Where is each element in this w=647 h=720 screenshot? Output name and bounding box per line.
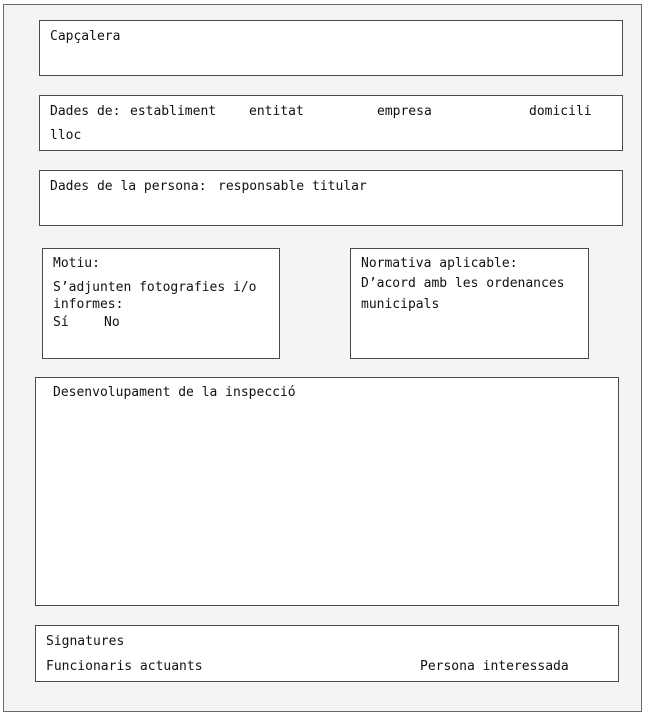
interested-signature-label: Persona interessada [420, 659, 569, 674]
motiu-label: Motiu: [53, 256, 100, 271]
option-no[interactable]: No [104, 315, 120, 330]
normativa-label: Normativa aplicable: [361, 256, 518, 271]
normativa-text: D’acord amb les ordenances municipals [361, 276, 565, 312]
option-empresa[interactable]: empresa [377, 104, 432, 119]
header-box [39, 20, 623, 76]
desenvolupament-label: Desenvolupament de la inspecció [53, 385, 296, 400]
option-yes[interactable]: Sí [53, 315, 69, 330]
option-responsable[interactable]: responsable [218, 179, 305, 194]
option-titular[interactable]: titular [312, 179, 367, 194]
signatures-label: Signatures [46, 634, 125, 649]
attachments-text: S’adjunten fotografies i/o informes: [53, 280, 257, 312]
signatures-box [35, 625, 619, 682]
officials-signature-label: Funcionaris actuants [46, 659, 203, 674]
desenvolupament-box[interactable] [35, 377, 619, 606]
dades-de-box [39, 95, 623, 151]
normativa-box [350, 248, 589, 359]
motiu-box [42, 248, 280, 359]
persona-label: Dades de la persona: [50, 179, 207, 194]
option-establiment[interactable]: establiment [130, 104, 217, 119]
option-domicili[interactable]: domicili [529, 104, 592, 119]
dades-de-label: Dades de: [50, 104, 121, 119]
header-label: Capçalera [50, 29, 121, 44]
option-lloc[interactable]: lloc [50, 128, 82, 143]
persona-box [39, 170, 623, 226]
option-entitat[interactable]: entitat [249, 104, 304, 119]
